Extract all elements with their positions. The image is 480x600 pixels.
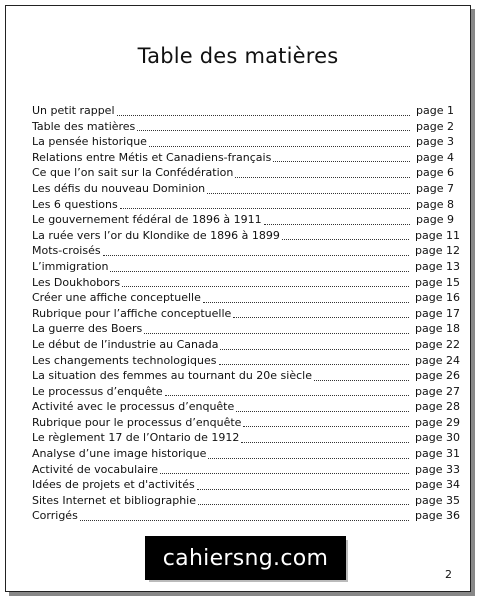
toc-entry-label: Activité de vocabulaire: [32, 462, 159, 476]
toc-entry: [32, 181, 460, 197]
toc-entry: [32, 337, 460, 353]
toc-entry-label: Un petit rappel: [32, 104, 115, 117]
toc-dot-leader: [220, 348, 409, 350]
toc-entry-page: page 3: [416, 135, 454, 149]
toc-dot-leader: [149, 145, 410, 147]
toc-entry: [32, 306, 460, 322]
toc-entry-page: page 30: [415, 431, 460, 445]
toc-entry-label: Le gouvernement fédéral de 1896 à 1911: [32, 213, 262, 227]
toc-entry-label: La situation des femmes au tournant du 20e siècle: [32, 369, 312, 383]
toc-entry: [32, 368, 460, 384]
toc-entry: [32, 290, 460, 306]
toc-entry-page: page 6: [416, 166, 454, 180]
toc-entry: [32, 243, 460, 259]
toc-entry-page: page 24: [415, 353, 460, 367]
toc-entry: [32, 197, 460, 213]
toc-entry-label: Rubrique pour l’affiche conceptuelle: [32, 306, 232, 320]
toc-dot-leader: [110, 270, 409, 272]
toc-entry-page: page 11: [415, 228, 460, 242]
toc-entry-page: page 27: [415, 384, 460, 398]
toc-dot-leader: [160, 472, 409, 474]
toc-entry-label: La guerre des Boers: [32, 322, 143, 336]
toc-dot-leader: [243, 425, 409, 427]
toc-entry-label: Ce que l’on sait sur la Confédération: [32, 166, 234, 180]
toc-entry-page: page 17: [415, 306, 460, 320]
toc-entry: [32, 119, 460, 135]
toc-entry: [32, 353, 460, 369]
toc-entry-page: page 9: [416, 213, 454, 227]
toc-entry-label: La ruée vers l’or du Klondike de 1896 à 1899: [32, 228, 280, 242]
toc-entry-page: page 34: [415, 478, 460, 492]
toc-entry: [32, 321, 460, 337]
toc-dot-leader: [203, 301, 409, 303]
toc-entry-label: Relations entre Métis et Canadiens-français: [32, 150, 272, 164]
toc-dot-leader: [144, 332, 409, 334]
toc-entry-page: page 1: [416, 104, 454, 117]
toc-entry: [32, 399, 460, 415]
toc-dot-leader: [165, 394, 409, 396]
page-number: 2: [445, 568, 452, 581]
toc-entry-page: page 18: [415, 322, 460, 336]
toc-entry: [32, 493, 460, 509]
toc-dot-leader: [219, 363, 410, 365]
toc-entry-label: Créer une affiche conceptuelle: [32, 291, 201, 305]
toc-entry: [32, 384, 460, 400]
page-title: Table des matières: [137, 44, 339, 68]
toc-entry-label: Les Doukhobors: [32, 275, 121, 289]
toc-entry: [32, 477, 460, 493]
page-frame: [5, 5, 471, 592]
toc-entry: [32, 103, 460, 119]
toc-entry: [32, 165, 460, 181]
toc-entry: [32, 462, 460, 478]
toc-entry-label: Analyse d’une image historique: [32, 447, 207, 461]
toc-entry-label: Sites Internet et bibliographie: [32, 493, 196, 507]
toc-entry-label: Le processus d’enquête: [32, 384, 163, 398]
table-of-contents: [32, 103, 460, 524]
toc-entry: [32, 430, 460, 446]
toc-dot-leader: [236, 410, 409, 412]
toc-dot-leader: [197, 488, 409, 490]
toc-entry-page: page 4: [416, 150, 454, 164]
toc-entry-page: page 7: [416, 181, 454, 195]
toc-entry-label: Rubrique pour le processus d’enquête: [32, 415, 242, 429]
toc-dot-leader: [282, 238, 409, 240]
toc-entry-page: page 26: [415, 369, 460, 383]
toc-entry-page: page 2: [416, 119, 454, 133]
toc-entry-page: page 22: [415, 337, 460, 351]
toc-entry: [32, 228, 460, 244]
toc-entry-label: Corrigés: [32, 509, 78, 523]
toc-entry-label: Idées de projets et d'activités: [32, 478, 195, 492]
toc-entry-label: Le début de l’industrie au Canada: [32, 337, 219, 351]
toc-dot-leader: [264, 223, 410, 225]
toc-entry-label: Table des matières: [32, 119, 136, 133]
toc-dot-leader: [314, 379, 409, 381]
toc-dot-leader: [233, 316, 409, 318]
toc-dot-leader: [122, 285, 409, 287]
toc-dot-leader: [103, 254, 409, 256]
toc-entry: [32, 150, 460, 166]
toc-dot-leader: [208, 457, 409, 459]
toc-entry-page: page 31: [415, 447, 460, 461]
toc-entry-label: Les défis du nouveau Dominion: [32, 181, 206, 195]
toc-entry: [32, 259, 460, 275]
toc-entry: [32, 275, 460, 291]
toc-dot-leader: [235, 176, 410, 178]
toc-entry-label: Activité avec le processus d’enquête: [32, 400, 235, 414]
toc-entry-page: page 29: [415, 415, 460, 429]
toc-dot-leader: [120, 207, 410, 209]
toc-entry-label: Les 6 questions: [32, 197, 118, 211]
toc-entry-label: Le règlement 17 de l’Ontario de 1912: [32, 431, 240, 445]
toc-entry-page: page 8: [416, 197, 454, 211]
toc-entry-page: page 15: [415, 275, 460, 289]
toc-entry-page: page 35: [415, 493, 460, 507]
publisher-logo: [146, 537, 345, 579]
toc-entry: [32, 415, 460, 431]
toc-entry-page: page 13: [415, 259, 460, 273]
toc-dot-leader: [137, 129, 410, 131]
toc-dot-leader: [198, 503, 409, 505]
publisher-logo-text: cahiersng.com: [162, 545, 329, 571]
toc-dot-leader: [80, 519, 409, 521]
toc-dot-leader: [207, 192, 410, 194]
toc-entry-page: page 16: [415, 291, 460, 305]
toc-entry-label: La pensée historique: [32, 135, 147, 149]
toc-dot-leader: [241, 441, 409, 443]
toc-entry-label: Les changements technologiques: [32, 353, 217, 367]
toc-entry: [32, 508, 460, 524]
toc-entry: [32, 446, 460, 462]
toc-entry-label: Mots-croisés: [32, 244, 101, 258]
toc-entry: [32, 134, 460, 150]
toc-entry-page: page 36: [415, 509, 460, 523]
toc-entry-page: page 28: [415, 400, 460, 414]
toc-entry-page: page 33: [415, 462, 460, 476]
toc-dot-leader: [117, 114, 411, 116]
toc-dot-leader: [273, 160, 410, 162]
toc-entry: [32, 212, 460, 228]
toc-entry-label: L’immigration: [32, 259, 109, 273]
toc-entry-page: page 12: [415, 244, 460, 258]
